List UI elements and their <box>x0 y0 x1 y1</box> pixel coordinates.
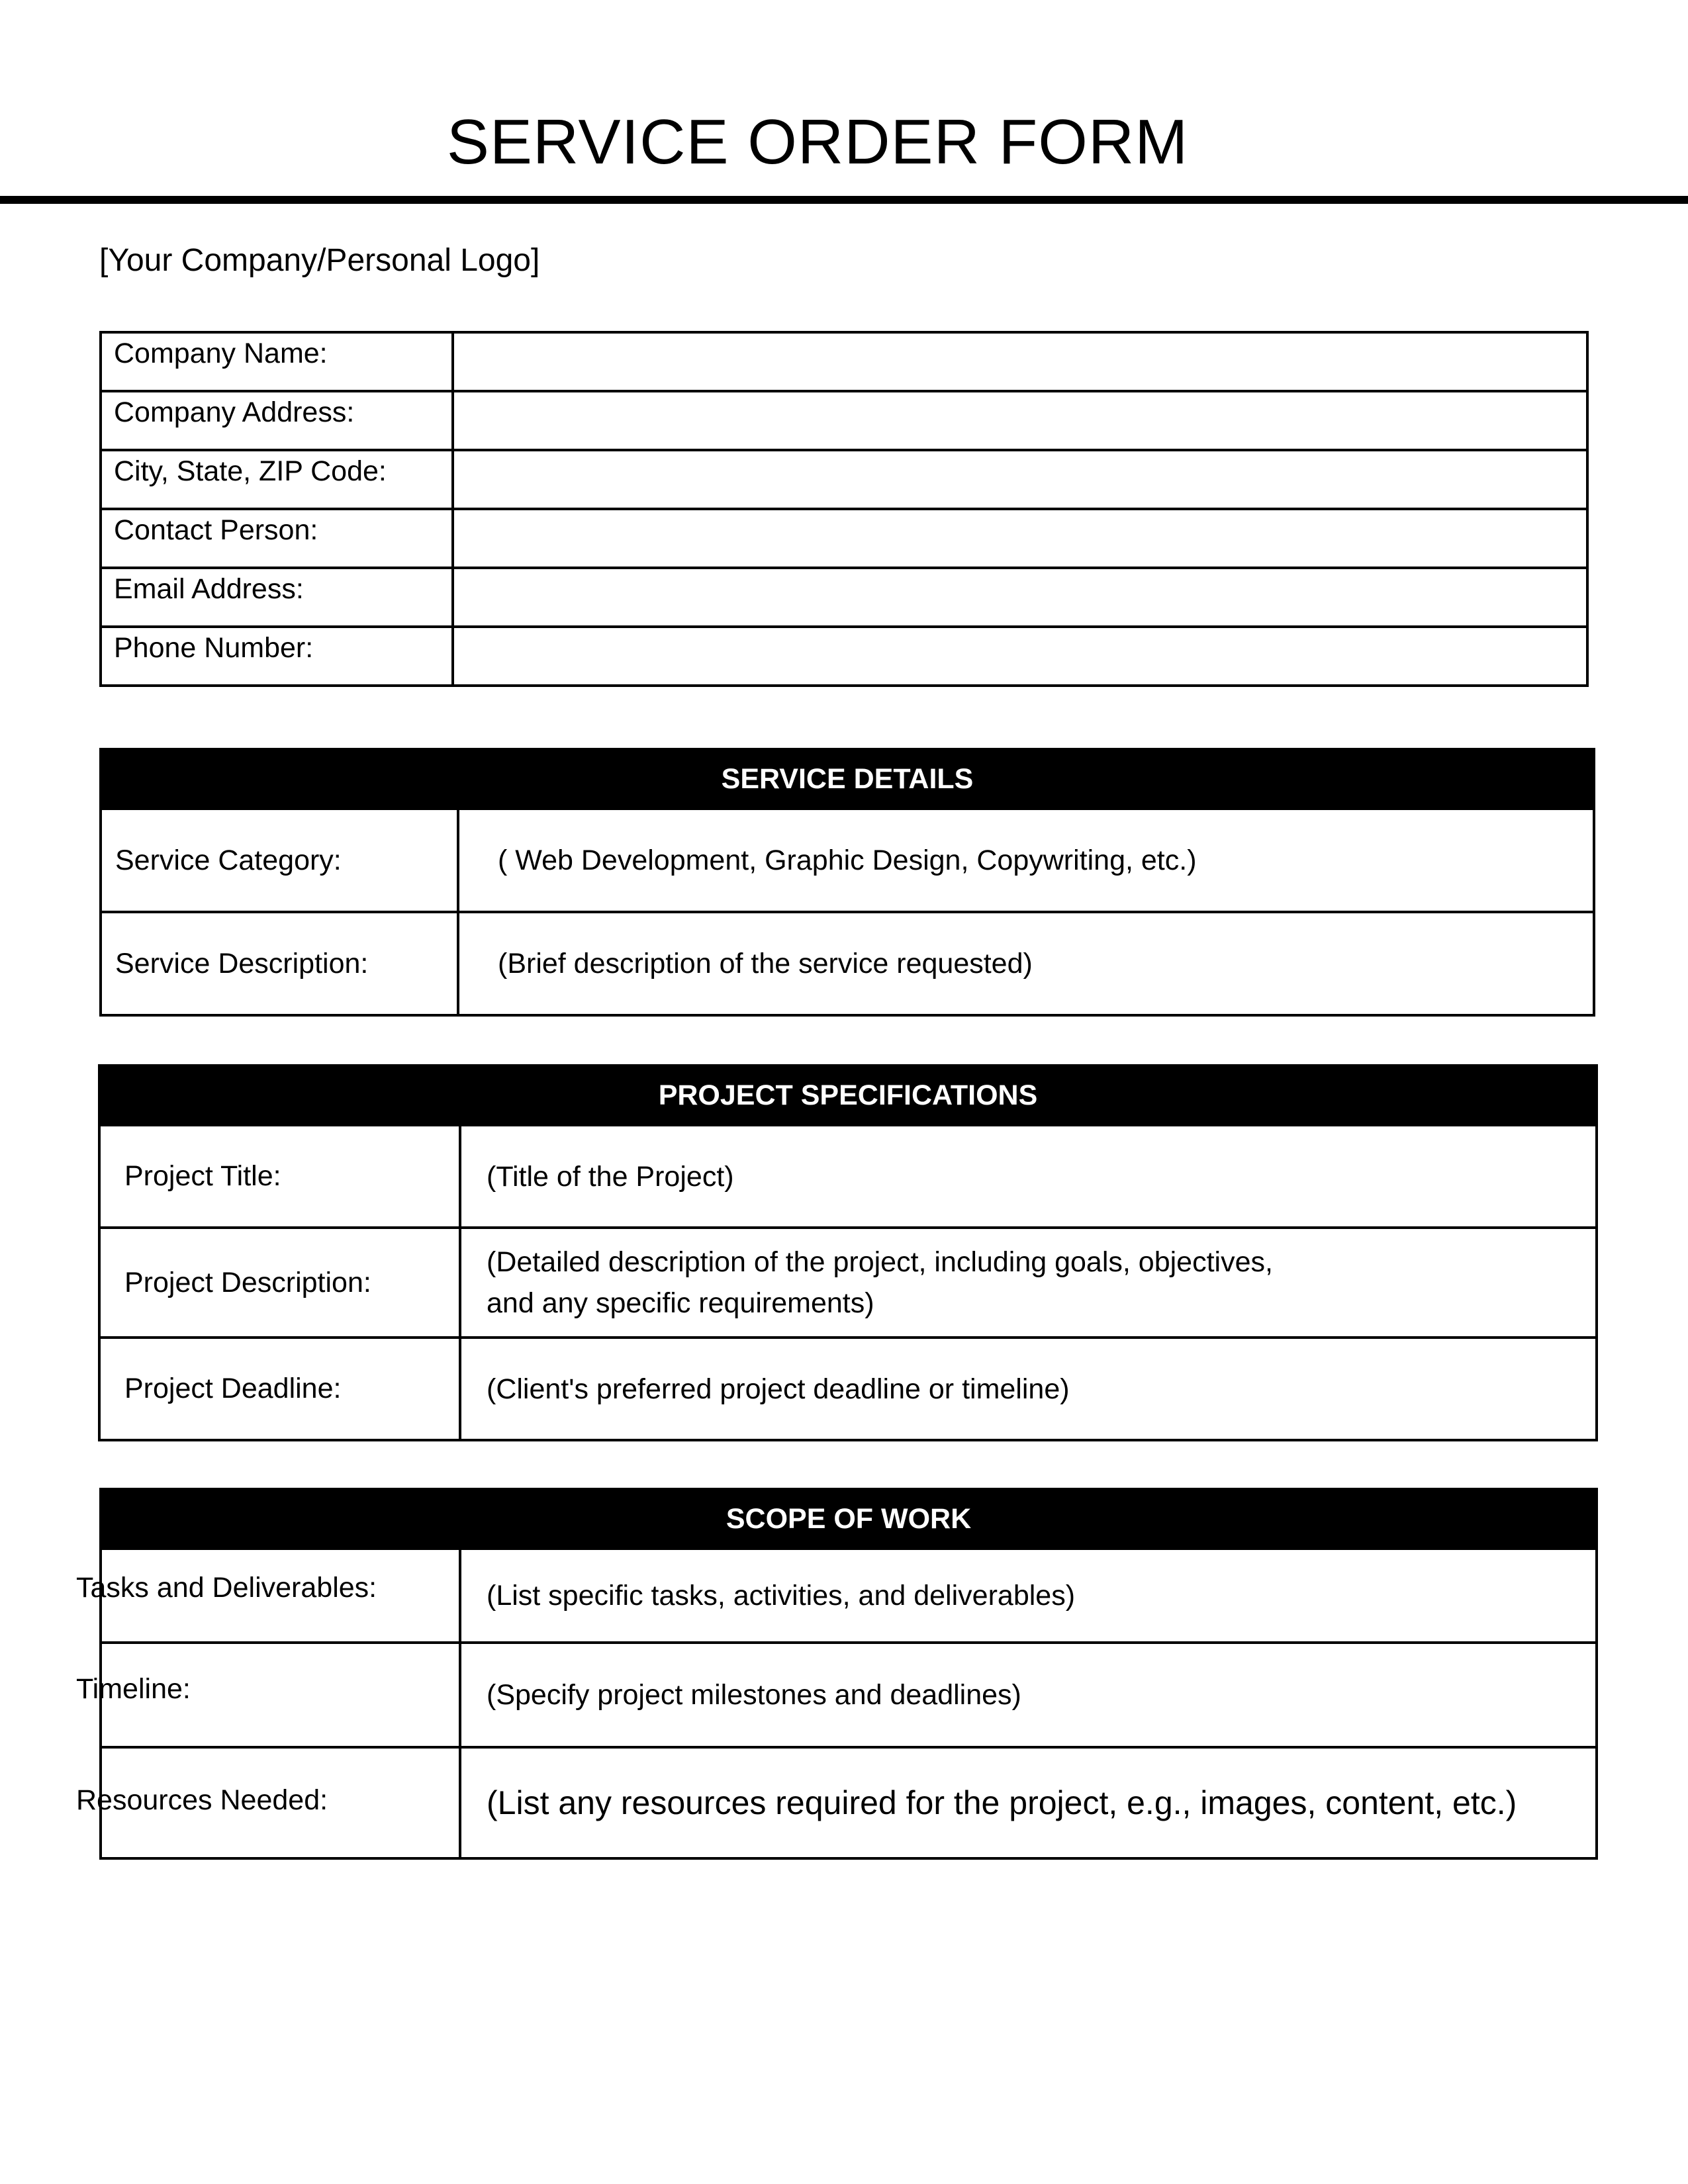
table-row <box>101 450 1587 509</box>
resources-needed-field[interactable]: (List any resources required for the project, e.g., images, content, etc.) <box>460 1747 1597 1858</box>
tasks-deliverables-field[interactable]: (List specific tasks, activities, and deliverables) <box>460 1549 1597 1643</box>
project-deadline-field[interactable]: (Client's preferred project deadline or timeline) <box>460 1338 1597 1440</box>
table-row <box>99 1228 1597 1338</box>
project-description-line-1: (Detailed description of the project, including goals, objectives, <box>487 1246 1273 1278</box>
contact-person-field[interactable] <box>453 509 1587 568</box>
city-state-zip-field[interactable] <box>453 450 1587 509</box>
project-deadline-label: Project Deadline: <box>99 1338 460 1440</box>
service-category-label: Service Category: <box>101 809 458 912</box>
resources-needed-label: Resources Needed: <box>76 1784 328 1816</box>
table-row <box>101 509 1587 568</box>
company-address-field[interactable] <box>453 391 1587 450</box>
logo-placeholder: [Your Company/Personal Logo] <box>99 243 540 278</box>
company-info-table <box>99 331 1589 687</box>
project-description-label: Project Description: <box>99 1228 460 1338</box>
email-address-label: Email Address: <box>101 568 453 627</box>
page-title: SERVICE ORDER FORM <box>446 107 1189 177</box>
tasks-deliverables-label: Tasks and Deliverables: <box>76 1572 377 1604</box>
table-row <box>101 809 1594 912</box>
table-row <box>99 1338 1597 1440</box>
service-category-field[interactable]: ( Web Development, Graphic Design, Copywriting, etc.) <box>458 809 1594 912</box>
table-row <box>101 391 1587 450</box>
timeline-label: Timeline: <box>76 1673 191 1705</box>
project-description-field[interactable] <box>460 1228 1597 1338</box>
table-row <box>101 627 1587 686</box>
table-row <box>101 1643 1597 1747</box>
phone-number-field[interactable] <box>453 627 1587 686</box>
service-details-header: SERVICE DETAILS <box>101 749 1594 809</box>
table-row <box>101 332 1587 391</box>
service-description-label: Service Description: <box>101 912 458 1015</box>
city-state-zip-label: City, State, ZIP Code: <box>101 450 453 509</box>
timeline-field[interactable]: (Specify project milestones and deadlines) <box>460 1643 1597 1747</box>
table-row <box>101 912 1594 1015</box>
service-description-field[interactable]: (Brief description of the service requested) <box>458 912 1594 1015</box>
company-name-field[interactable] <box>453 332 1587 391</box>
title-divider <box>0 196 1688 204</box>
project-title-label: Project Title: <box>99 1125 460 1228</box>
project-specifications-header: PROJECT SPECIFICATIONS <box>99 1066 1597 1125</box>
scope-of-work-header: SCOPE OF WORK <box>101 1489 1597 1549</box>
contact-person-label: Contact Person: <box>101 509 453 568</box>
company-address-label: Company Address: <box>101 391 453 450</box>
project-title-field[interactable]: (Title of the Project) <box>460 1125 1597 1228</box>
phone-number-label: Phone Number: <box>101 627 453 686</box>
table-row <box>99 1125 1597 1228</box>
table-row <box>101 568 1587 627</box>
company-name-label: Company Name: <box>101 332 453 391</box>
project-description-line-2: and any specific requirements) <box>487 1287 874 1319</box>
project-specifications-table <box>98 1064 1598 1441</box>
service-details-table <box>99 748 1595 1017</box>
email-address-field[interactable] <box>453 568 1587 627</box>
